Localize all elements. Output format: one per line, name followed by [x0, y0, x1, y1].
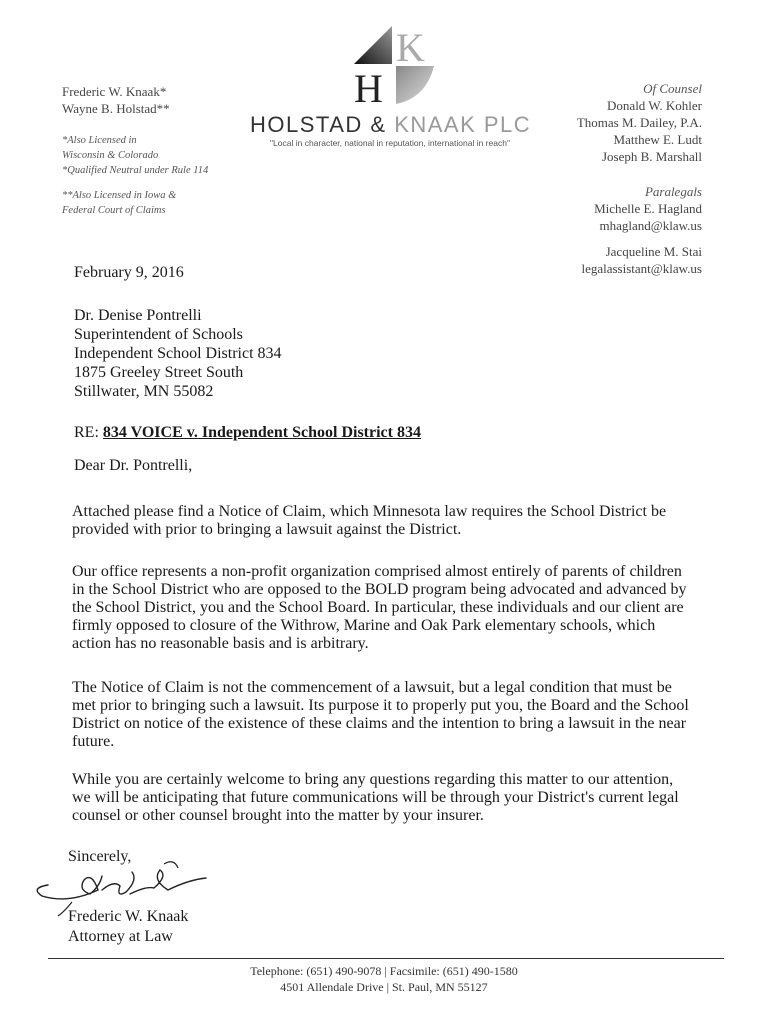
license-note: *Also Licensed in Wisconsin & Colorado *Qualified Neutral under Rule 114: [62, 135, 209, 176]
letter-date: February 9, 2016: [74, 264, 184, 281]
firm-name: HOLSTAD & KNAAK PLC: [250, 112, 532, 137]
body-paragraph: Attached please find a Notice of Claim, which Minnesota law requires the School District be provided with prior to bringing a lawsuit against the District.: [72, 503, 667, 538]
body-paragraph: The Notice of Claim is not the commencement of a lawsuit, but a legal condition that must be met prior to bringing such a lawsuit. Its purpose it to properly put you, the Board and the School District on notice of the existence of these claims and the intention to bring a lawsuit in the near future.: [72, 679, 689, 750]
re-subject: 834 VOICE v. Independent School District 834: [102, 424, 421, 441]
re-line: RE: 834 VOICE v. Independent School District 834: [74, 424, 421, 441]
assistant-block: Jacqueline M. Stai legalassistant@klaw.us: [581, 244, 702, 276]
logo-k-letter: K: [396, 25, 425, 70]
footer-address: 4501 Allendale Drive | St. Paul, MN 55127: [280, 980, 488, 994]
footer-contact: Telephone: (651) 490-9078 | Facsimile: (651) 490-1580: [250, 964, 518, 978]
license-note-2: **Also Licensed in Iowa & Federal Court of Claims: [62, 190, 177, 216]
of-counsel-title: Of Counsel: [643, 81, 702, 96]
attorney-list: [62, 83, 170, 117]
of-counsel-block: Of Counsel Donald W. Kohler Thomas M. Dailey, P.A. Matthew E. Ludt Joseph B. Marshall: [576, 81, 702, 164]
paralegal-email[interactable]: mhagland@klaw.us: [599, 218, 702, 233]
salutation: Dear Dr. Pontrelli,: [74, 457, 193, 474]
signer-name: Frederic W. Knaak: [68, 908, 189, 925]
closing: Sincerely,: [68, 848, 132, 865]
logo-h-letter: H: [354, 66, 383, 106]
body-paragraph: While you are certainly welcome to bring any questions regarding this matter to our attention, we will be anticipating that future communications will be through your District's current legal counsel or other counsel brought into the matter by your insurer.: [72, 771, 679, 824]
recipient-address: Dr. Denise Pontrelli Superintendent of Schools Independent School District 834 1875 Greeley Street South Stillwater, MN 55082: [74, 307, 282, 400]
paralegals-title: Paralegals: [644, 184, 702, 199]
signer-title: Attorney at Law: [68, 928, 173, 945]
firm-tagline: "Local in character, national in reputation, international in reach": [270, 138, 510, 148]
signer-block: [68, 907, 188, 947]
footer-divider: [48, 958, 724, 959]
firm-logo: [352, 24, 438, 106]
body-paragraph: Our office represents a non-profit organization comprised almost entirely of parents of children in the School District who are opposed to the BOLD program being advocated and advanced by the School District, you and the School Board. In particular, these individuals and our client are firmly opposed to closure of the Withrow, Marine and Oak Park elementary schools, which action has no reasonable basis and is arbitrary.: [72, 563, 687, 652]
attorney-name: Frederic W. Knaak*: [62, 84, 167, 99]
assistant-email[interactable]: legalassistant@klaw.us: [581, 261, 702, 276]
paralegals-block: Paralegals Michelle E. Hagland mhagland@klaw.us: [594, 184, 702, 233]
attorney-name: Wayne B. Holstad**: [62, 101, 170, 116]
